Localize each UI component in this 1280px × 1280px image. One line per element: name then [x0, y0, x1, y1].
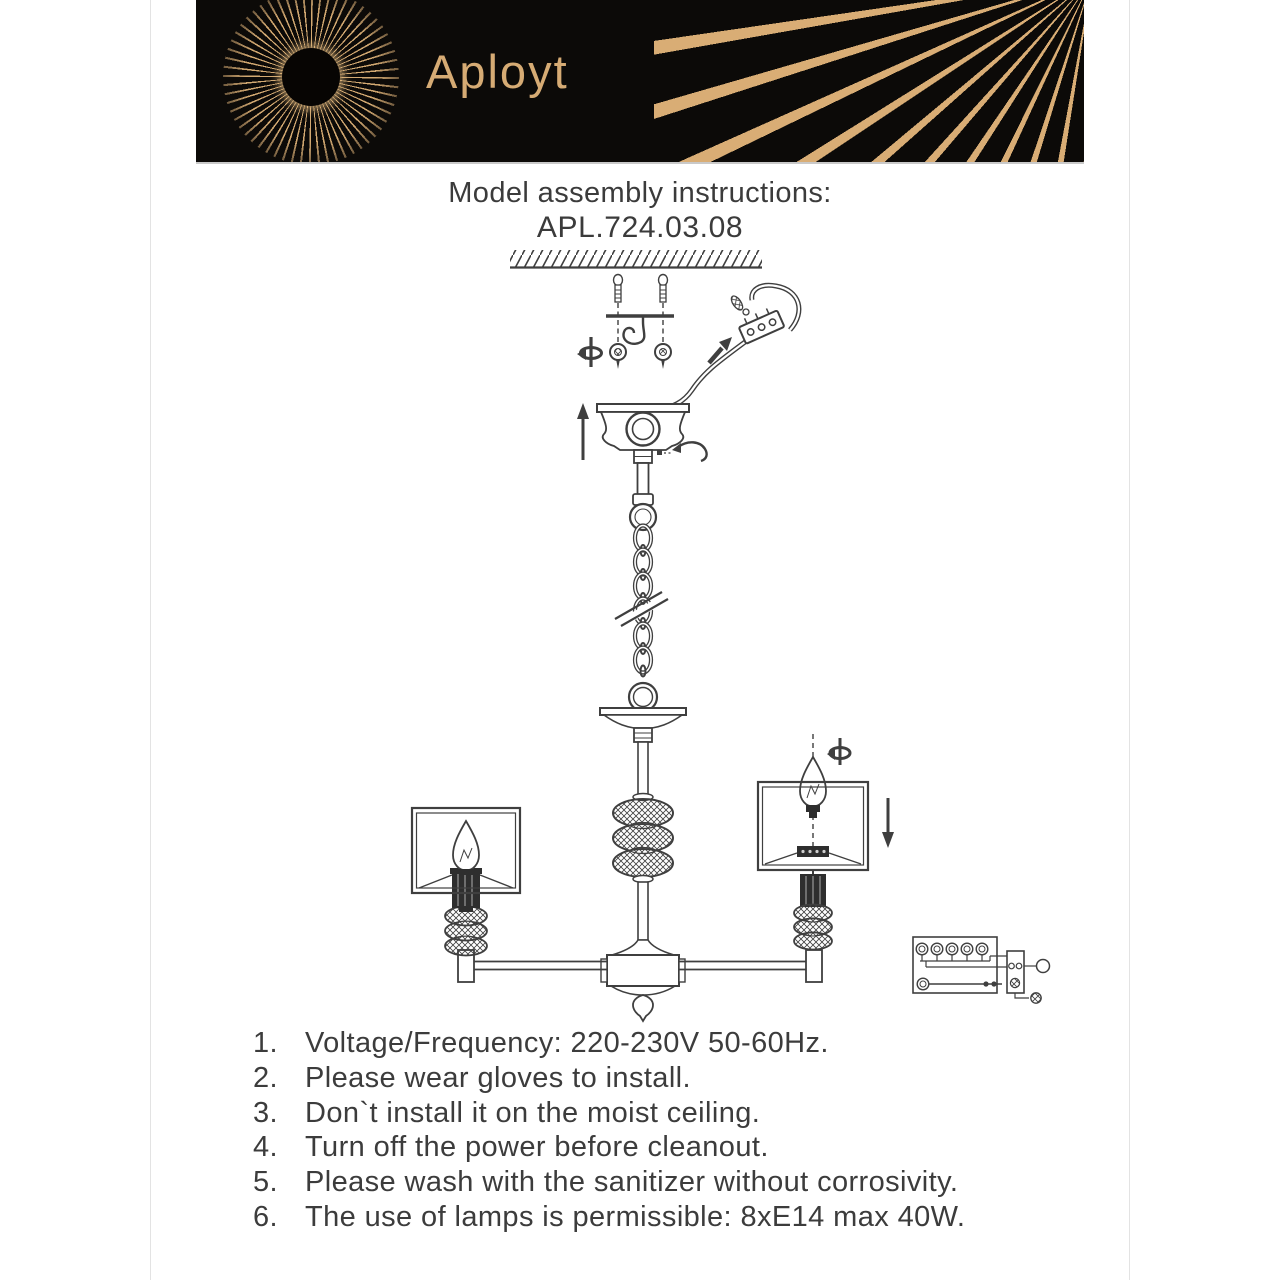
instruction-number: 2.: [253, 1061, 278, 1094]
right-lamp: [758, 734, 868, 950]
hub-and-finial: [601, 940, 685, 1021]
bulb-rotate-symbol-icon: [827, 738, 850, 765]
instruction-item: [253, 1096, 1083, 1131]
instruction-number: 1.: [253, 1027, 278, 1059]
instruction-number: 6.: [253, 1200, 278, 1233]
mounting-bar-hook: [606, 316, 674, 344]
instruction-text: Voltage/Frequency: 220-230V 50-60Hz.: [305, 1027, 829, 1059]
down-arrow: [882, 798, 894, 848]
instruction-number: 5.: [253, 1166, 278, 1199]
lift-arrow: [577, 403, 589, 460]
instruction-item: [253, 1165, 1083, 1200]
instruction-text: Don`t install it on the moist ceiling.: [305, 1096, 761, 1129]
instruction-item: [253, 1200, 1083, 1235]
instruction-list: [253, 1026, 1083, 1235]
model-number: APL.724.03.08: [536, 211, 744, 244]
canopy: [597, 404, 689, 463]
stem-and-chain: [629, 463, 657, 711]
ceiling-hatch: [510, 250, 762, 268]
instruction-text: Please wash with the sanitizer without corrosivity.: [305, 1166, 959, 1199]
instruction-number: 3.: [253, 1096, 278, 1129]
wire-connector: [661, 285, 799, 409]
instruction-text: The use of lamps is permissible: 8xE14 max 40W.: [305, 1200, 966, 1233]
instruction-item: [253, 1130, 1083, 1165]
center-column: [613, 742, 673, 940]
left-lamp: [412, 808, 520, 956]
anchor-screws: [610, 275, 671, 370]
wiring-diagram: [913, 937, 1050, 1003]
instruction-item: [253, 1026, 1083, 1061]
brand-logo-text: Aployt: [426, 45, 569, 98]
instruction-text: Turn off the power before cleanout.: [305, 1131, 769, 1164]
bobeche-cup: [600, 708, 686, 742]
instruction-item: [253, 1061, 1083, 1096]
instruction-text: Please wear gloves to install.: [305, 1061, 691, 1094]
instruction-number: 4.: [253, 1131, 278, 1164]
rotate-symbol-icon: [577, 337, 602, 367]
page-title: Model assembly instructions:: [448, 177, 832, 209]
